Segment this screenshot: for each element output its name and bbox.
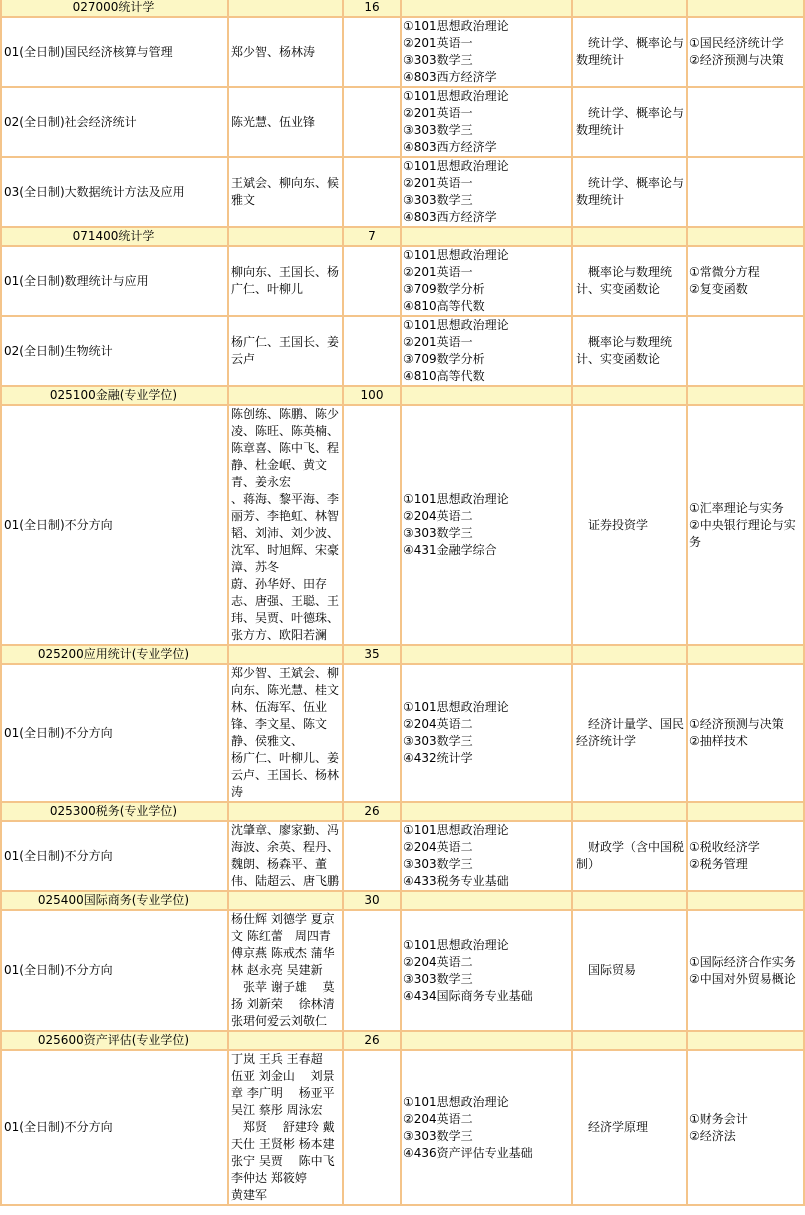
exam-subjects-line: ②201英语一 — [403, 176, 473, 190]
exam-subjects-line: ②201英语一 — [403, 106, 473, 120]
major-row — [1, 386, 804, 405]
exam-subjects-line: ①101思想政治理论 — [403, 492, 509, 506]
major-empty-cell — [687, 1031, 804, 1050]
advisors-line: 海波、余英、程丹、 — [231, 840, 340, 854]
direction-row — [1, 664, 804, 802]
research-direction: 02(全日制)生物统计 — [1, 316, 228, 386]
major-empty-cell — [401, 645, 572, 664]
advisors-line: 静、杜金岷、黄文 — [231, 458, 328, 472]
equivalent-retest-line: ①国际经济合作实务 — [689, 954, 796, 969]
major-empty-cell — [401, 227, 572, 246]
equivalent-retest-line: ①经济预测与决策 — [689, 717, 784, 731]
retest-subject-line: 统计学、概率论与 — [576, 106, 685, 120]
major-empty-cell — [401, 0, 572, 17]
advisors — [228, 664, 343, 802]
exam-subjects-line: ①101思想政治理论 — [403, 248, 509, 262]
advisors-line: 韬、刘沛、刘少波、 — [231, 526, 340, 540]
advisors-line: 蔚、孙华妤、田存 — [231, 577, 328, 591]
exam-subjects — [401, 246, 572, 316]
retest-subject — [572, 316, 687, 386]
retest-subject-line: 概率论与数理统 — [576, 265, 673, 279]
count-empty-cell — [343, 17, 401, 87]
advisors — [228, 1050, 343, 1205]
major-empty-cell — [228, 802, 343, 821]
research-direction: 01(全日制)不分方向 — [1, 1050, 228, 1205]
major-row — [1, 227, 804, 246]
major-empty-cell — [401, 802, 572, 821]
retest-subject-line: 数理统计 — [576, 193, 625, 207]
exam-subjects-line: ③709数学分析 — [403, 352, 485, 366]
major-empty-cell — [401, 1031, 572, 1050]
retest-subject-line: 数理统计 — [576, 53, 625, 67]
advisors-line: 王斌会、柳向东、候 — [231, 176, 340, 190]
advisors-line: 丁岚 王兵 王春超 — [231, 1052, 323, 1066]
equivalent-retest-line: ②经济预测与决策 — [689, 53, 784, 67]
equivalent-retest-line: ①汇率理论与实务 — [689, 500, 784, 515]
research-direction: 01(全日制)数理统计与应用 — [1, 246, 228, 316]
advisors-line: 向东、陈光慧、桂文 — [231, 683, 340, 697]
exam-subjects-line: ②201英语一 — [403, 335, 473, 349]
equivalent-retest — [687, 246, 804, 316]
exam-subjects-line: ①101思想政治理论 — [403, 89, 509, 103]
advisors-line: 杨广仁、王国长、姜 — [231, 335, 340, 349]
direction-row — [1, 17, 804, 87]
advisors-line: 柳向东、王国长、杨 — [231, 265, 340, 279]
direction-row — [1, 246, 804, 316]
exam-subjects-line: ③303数学三 — [403, 857, 473, 871]
major-empty-cell — [687, 645, 804, 664]
exam-subjects-line: ②204英语二 — [403, 717, 473, 731]
research-direction: 03(全日制)大数据统计方法及应用 — [1, 157, 228, 227]
equivalent-retest-line: ②中国对外贸易概论 — [689, 971, 796, 986]
count-empty-cell — [343, 157, 401, 227]
advisors-line: 黄建军 — [231, 1188, 268, 1202]
exam-subjects-line: ②204英语二 — [403, 840, 473, 854]
count-empty-cell — [343, 87, 401, 157]
advisors-line: 郑贤 舒建玲 戴 — [231, 1120, 335, 1134]
exam-subjects-line: ①101思想政治理论 — [403, 823, 509, 837]
exam-subjects-line: ①101思想政治理论 — [403, 19, 509, 33]
advisors-line: 沈肇章、廖家勤、冯 — [231, 823, 340, 837]
advisors-line: 张珺何爱云刘敬仁 — [231, 1014, 328, 1028]
advisors-line: 林、伍海军、伍业 — [231, 700, 328, 714]
retest-subject-line: 数理统计 — [576, 123, 625, 137]
advisors-line: 吴江 蔡彤 周泳宏 — [231, 1103, 323, 1117]
major-empty-cell — [572, 802, 687, 821]
retest-subject-line: 制） — [576, 857, 601, 871]
advisors-line: 天仕 王贤彬 杨本建 — [231, 1137, 335, 1151]
major-empty-cell — [228, 386, 343, 405]
equivalent-retest-line: ①税收经济学 — [689, 840, 760, 854]
equivalent-retest — [687, 157, 804, 227]
equivalent-retest — [687, 405, 804, 645]
retest-subject-line: 概率论与数理统 — [576, 335, 673, 349]
equivalent-retest-line: ①国民经济统计学 — [689, 36, 784, 50]
advisors-line: 云卢 — [231, 352, 256, 366]
equivalent-retest-line: ②经济法 — [689, 1128, 736, 1143]
advisors-line: 郑少智、杨林涛 — [231, 44, 316, 59]
major-empty-cell — [401, 891, 572, 910]
advisors-line: 杨仕辉 刘德学 夏京 — [231, 912, 335, 926]
major-empty-cell — [687, 802, 804, 821]
equivalent-retest-line: ②抽样技术 — [689, 734, 748, 748]
major-empty-cell — [572, 1031, 687, 1050]
direction-row — [1, 157, 804, 227]
exam-subjects — [401, 157, 572, 227]
retest-subject — [572, 87, 687, 157]
exam-subjects-line: ④803西方经济学 — [403, 70, 497, 84]
advisors-line: 、蒋海、黎平海、李 — [231, 492, 340, 506]
direction-row — [1, 87, 804, 157]
major-row — [1, 802, 804, 821]
exam-subjects — [401, 17, 572, 87]
equivalent-retest — [687, 664, 804, 802]
retest-subject-line: 经济统计学 — [576, 734, 637, 748]
research-direction: 02(全日制)社会经济统计 — [1, 87, 228, 157]
advisors-line: 张方方、欧阳若澜 — [231, 628, 328, 642]
major-name: 025200应用统计(专业学位) — [1, 645, 228, 664]
advisors-line: 张苹 谢子雄 莫 — [231, 980, 335, 994]
advisors-line: 雅文 — [231, 193, 256, 207]
retest-subject-line: 经济计量学、国民 — [576, 717, 685, 731]
equivalent-retest — [687, 910, 804, 1031]
exam-subjects-line: ④431金融学综合 — [403, 543, 497, 557]
major-name: 027000统计学 — [1, 0, 228, 17]
advisors-line: 静、侯雅文、 — [231, 734, 304, 748]
exam-subjects-line: ④434国际商务专业基础 — [403, 988, 533, 1003]
advisors-line: 魏朗、杨森平、董 — [231, 857, 328, 871]
retest-subject — [572, 17, 687, 87]
count-empty-cell — [343, 405, 401, 645]
exam-subjects-line: ④803西方经济学 — [403, 140, 497, 154]
direction-row — [1, 1050, 804, 1205]
equivalent-retest-line: ②税务管理 — [689, 857, 748, 871]
major-row — [1, 645, 804, 664]
advisors-line: 广仁、叶柳儿 — [231, 282, 304, 296]
exam-subjects-line: ④433税务专业基础 — [403, 874, 509, 888]
major-name: 025600资产评估(专业学位) — [1, 1031, 228, 1050]
exam-subjects — [401, 87, 572, 157]
advisors — [228, 316, 343, 386]
direction-row — [1, 316, 804, 386]
exam-subjects-line: ③303数学三 — [403, 734, 473, 748]
exam-subjects-line: ②204英语二 — [403, 954, 473, 969]
exam-subjects-line: ①101思想政治理论 — [403, 937, 509, 952]
research-direction: 01(全日制)不分方向 — [1, 910, 228, 1031]
major-empty-cell — [687, 227, 804, 246]
major-empty-cell — [228, 891, 343, 910]
advisors-line: 青、姜永宏 — [231, 475, 292, 489]
advisors-line: 傅京燕 陈戒杰 蒲华 — [231, 946, 335, 960]
exam-subjects-line: ④436资产评估专业基础 — [403, 1145, 533, 1160]
equivalent-retest — [687, 821, 804, 891]
advisors-line: 丽芳、李艳虹、林智 — [231, 509, 340, 523]
exam-subjects-line: ②201英语一 — [403, 265, 473, 279]
advisors — [228, 821, 343, 891]
advisors-line: 陈章喜、陈中飞、程 — [231, 441, 340, 455]
exam-subjects — [401, 1050, 572, 1205]
major-row — [1, 891, 804, 910]
major-name: 025300税务(专业学位) — [1, 802, 228, 821]
major-name: 071400统计学 — [1, 227, 228, 246]
major-row — [1, 1031, 804, 1050]
enrollment-count: 16 — [343, 0, 401, 17]
retest-subject-line: 计、实变函数论 — [576, 352, 661, 366]
advisors-line: 伍亚 刘金山 刘景 — [231, 1069, 335, 1083]
exam-subjects-line: ①101思想政治理论 — [403, 159, 509, 173]
exam-subjects-line: ③709数学分析 — [403, 282, 485, 296]
advisors-line: 志、唐强、王聪、王 — [231, 594, 340, 608]
exam-subjects — [401, 821, 572, 891]
major-name: 025100金融(专业学位) — [1, 386, 228, 405]
exam-subjects-line: ②204英语二 — [403, 1111, 473, 1126]
enrollment-count: 7 — [343, 227, 401, 246]
exam-subjects-line: ③303数学三 — [403, 971, 473, 986]
equivalent-retest-line: ②复变函数 — [689, 282, 748, 296]
advisors — [228, 910, 343, 1031]
advisors-line: 郑少智、王斌会、柳 — [231, 666, 340, 680]
retest-subject — [572, 246, 687, 316]
exam-subjects-line: ③303数学三 — [403, 123, 473, 137]
major-empty-cell — [228, 1031, 343, 1050]
retest-subject — [572, 157, 687, 227]
exam-subjects-line: ①101思想政治理论 — [403, 1094, 509, 1109]
enrollment-count: 100 — [343, 386, 401, 405]
advisors — [228, 17, 343, 87]
retest-subject-line: 计、实变函数论 — [576, 282, 661, 296]
exam-subjects — [401, 664, 572, 802]
exam-subjects-line: ③303数学三 — [403, 526, 473, 540]
major-empty-cell — [401, 386, 572, 405]
exam-subjects-line: ②204英语二 — [403, 509, 473, 523]
major-empty-cell — [687, 891, 804, 910]
advisors-line: 云卢、王国长、杨林 — [231, 768, 340, 782]
research-direction: 01(全日制)不分方向 — [1, 405, 228, 645]
advisors — [228, 87, 343, 157]
direction-row — [1, 910, 804, 1031]
advisors-line: 沈军、时旭辉、宋豪 — [231, 543, 340, 557]
equivalent-retest — [687, 17, 804, 87]
retest-subject-line: 统计学、概率论与 — [576, 176, 685, 190]
research-direction: 01(全日制)不分方向 — [1, 664, 228, 802]
exam-subjects-line: ①101思想政治理论 — [403, 318, 509, 332]
advisors-line: 漳、苏冬 — [231, 560, 280, 574]
equivalent-retest-line: ②中央银行理论与实 — [689, 517, 796, 532]
equivalent-retest — [687, 316, 804, 386]
retest-subject — [572, 664, 687, 802]
exam-subjects — [401, 405, 572, 645]
advisors-line: 涛 — [231, 785, 244, 799]
advisors-line: 凌、陈旺、陈英楠、 — [231, 424, 340, 438]
advisors-line: 林 赵永亮 吴建新 — [231, 963, 323, 977]
retest-subject — [572, 910, 687, 1031]
exam-subjects — [401, 910, 572, 1031]
count-empty-cell — [343, 246, 401, 316]
research-direction: 01(全日制)不分方向 — [1, 821, 228, 891]
enrollment-count: 26 — [343, 802, 401, 821]
advisors — [228, 157, 343, 227]
retest-subject-line: 经济学原理 — [576, 1120, 649, 1134]
advisors-line: 张宁 吴贾 陈中飞 — [231, 1154, 335, 1168]
direction-row — [1, 821, 804, 891]
retest-subject-line: 统计学、概率论与 — [576, 36, 685, 50]
major-empty-cell — [572, 891, 687, 910]
advisors-line: 锋、李文星、陈文 — [231, 717, 328, 731]
major-empty-cell — [572, 0, 687, 17]
advisors-line: 陈创练、陈鹏、陈少 — [231, 407, 340, 421]
exam-subjects-line: ④810高等代数 — [403, 299, 485, 313]
advisors-line: 章 李广明 杨亚平 — [231, 1086, 335, 1100]
exam-subjects-line: ③303数学三 — [403, 193, 473, 207]
exam-subjects-line: ④803西方经济学 — [403, 210, 497, 224]
advisors-line: 李仲达 郑筱婷 — [231, 1171, 307, 1185]
exam-subjects-line: ④810高等代数 — [403, 369, 485, 383]
retest-subject — [572, 821, 687, 891]
major-row — [1, 0, 804, 17]
exam-subjects-line: ②201英语一 — [403, 36, 473, 50]
major-empty-cell — [228, 645, 343, 664]
research-direction: 01(全日制)国民经济核算与管理 — [1, 17, 228, 87]
major-empty-cell — [228, 227, 343, 246]
advisors-line: 陈光慧、伍业锋 — [231, 114, 316, 129]
enrollment-count: 30 — [343, 891, 401, 910]
retest-subject-line: 财政学（含中国税 — [576, 840, 685, 854]
count-empty-cell — [343, 664, 401, 802]
equivalent-retest — [687, 1050, 804, 1205]
retest-subject-line: 国际贸易 — [576, 963, 637, 977]
advisors-line: 杨广仁、叶柳儿、姜 — [231, 751, 340, 765]
exam-subjects-line: ③303数学三 — [403, 53, 473, 67]
major-name: 025400国际商务(专业学位) — [1, 891, 228, 910]
exam-subjects — [401, 316, 572, 386]
exam-subjects-line: ③303数学三 — [403, 1128, 473, 1143]
enrollment-count: 35 — [343, 645, 401, 664]
enrollment-count: 26 — [343, 1031, 401, 1050]
major-empty-cell — [687, 0, 804, 17]
count-empty-cell — [343, 910, 401, 1031]
count-empty-cell — [343, 316, 401, 386]
major-empty-cell — [572, 386, 687, 405]
retest-subject — [572, 1050, 687, 1205]
equivalent-retest — [687, 87, 804, 157]
retest-subject-line: 证券投资学 — [576, 517, 649, 532]
advisors — [228, 405, 343, 645]
exam-subjects-line: ①101思想政治理论 — [403, 700, 509, 714]
equivalent-retest-line: ①财务会计 — [689, 1111, 748, 1126]
equivalent-retest-line: ①常微分方程 — [689, 265, 760, 279]
advisors-line: 文 陈红蕾 周四青 — [231, 929, 331, 943]
count-empty-cell — [343, 821, 401, 891]
major-empty-cell — [228, 0, 343, 17]
major-empty-cell — [572, 227, 687, 246]
retest-subject — [572, 405, 687, 645]
advisors-line: 玮、吴贾、叶德珠、 — [231, 611, 340, 625]
advisors — [228, 246, 343, 316]
major-empty-cell — [687, 386, 804, 405]
exam-subjects-line: ④432统计学 — [403, 751, 473, 765]
major-empty-cell — [572, 645, 687, 664]
advisors-line: 伟、陆超云、唐飞鹏 — [231, 874, 340, 888]
equivalent-retest-line: 务 — [689, 534, 702, 549]
advisors-line: 扬 刘新荣 徐林清 — [231, 997, 335, 1011]
direction-row — [1, 405, 804, 645]
count-empty-cell — [343, 1050, 401, 1205]
